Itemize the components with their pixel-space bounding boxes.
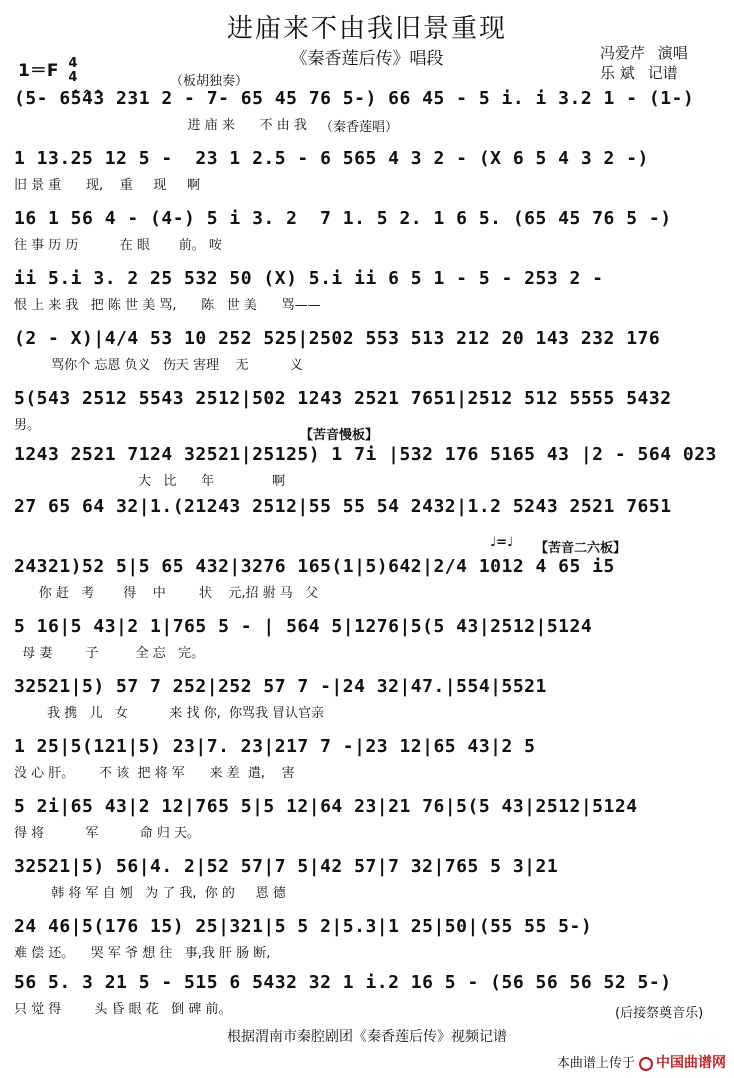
key-label: 1＝F (18, 61, 59, 81)
credit-role: 记谱 (647, 64, 678, 82)
time-signature (68, 57, 77, 85)
credit-singer (600, 42, 688, 63)
lyric-line: 韩 将 军 自 刎 为 了 我, 你 的 恩 德 (14, 886, 286, 901)
ending-annotation: (后接祭奠音乐) (615, 1006, 704, 1021)
lyric-line: 进 庙 来 不 由 我 (14, 118, 307, 133)
notation-line: 32521|5) 56|4. 2|52 57|7 5|42 57|7 32|765 5 3|21 (14, 856, 559, 877)
notation-line: 5 16|5 43|2 1|765 5 - | 564 5|1276|5(5 43|2512|5124 (14, 616, 593, 637)
lyric-line: 母 妻 子 全 忘 完。 (14, 646, 205, 661)
lyric-line: 男。 (14, 418, 41, 433)
lyric-line: 你 赶 考 得 中 状 元,招 驸 马 父 (14, 586, 319, 601)
singer-annotation: （秦香莲唱） (320, 120, 399, 135)
upload-label: 本曲谱上传于 (556, 1056, 635, 1071)
notation-line: (2 - X)|4/4 53 10 252 525|2502 553 513 212 20 143 232 176 (14, 328, 661, 349)
notation-line: 1 13.25 12 5 - 23 1 2.5 - 6 565 4 3 2 - (X 6 5 4 3 2 -) (14, 148, 649, 169)
lyric-line: 我 携 儿 女 来 找 你, 你骂我 冒认官亲 (14, 706, 325, 721)
upload-credit (557, 1052, 726, 1072)
lyric-line: 没 心 肝。 不 该 把 将 军 来 差 遣, 害 (14, 766, 295, 781)
notation-line: 32521|5) 57 7 252|252 57 7 -|24 32|47.|554|5521 (14, 676, 547, 697)
key-signature (18, 56, 77, 85)
lyric-line: 旧 景 重 现, 重 现 啊 (14, 178, 201, 193)
lyric-line: 恨 上 来 我 把 陈 世 美 骂, 陈 世 美 骂—— (14, 298, 321, 313)
tempo-mark: ♩=♩ (490, 535, 514, 550)
section-marker-erliuban: 【苦音二六板】 (535, 541, 627, 556)
score-subtitle: 《秦香莲后传》唱段 (290, 49, 444, 69)
section-marker-manban: 【苦音慢板】 (300, 428, 379, 443)
notation-line: 5 2i|65 43|2 12|765 5|5 12|64 23|21 76|5(5 43|2512|5124 (14, 796, 638, 817)
credit-transcriber (600, 62, 678, 83)
score-title: 进庙来不由我旧景重现 (226, 14, 507, 44)
lyric-line: 大 比 年 啊 (14, 474, 286, 489)
lyric-line: 得 将 军 命 归 天。 (14, 826, 201, 841)
credit-name: 冯爱芹 (600, 44, 646, 62)
notation-line: 1 25|5(121|5) 23|7. 23|217 7 -|23 12|65 43|2 5 (14, 736, 536, 757)
time-denominator: 4 (68, 70, 78, 85)
time-numerator: 4 (68, 56, 78, 71)
notation-line: ii 5.i 3. 2 25 532 50 (X) 5.i ii 6 5 1 - 5 - 253 2 - (14, 268, 604, 289)
credit-role: 演唱 (657, 44, 688, 62)
notation-line: 27 65 64 32|1.(21243 2512|55 55 54 2432|1.2 5243 2521 7651 (14, 496, 672, 517)
source-note: 根据渭南市秦腔剧团《秦香莲后传》视频记谱 (227, 1029, 507, 1045)
notation-line: 16 1 56 4 - (4-) 5 i 3. 2 7 1. 5 2. 1 6 5. (65 45 76 5 -) (14, 208, 672, 229)
site-logo: 中国曲谱网 (656, 1055, 726, 1071)
notation-line: 5(543 2512 5543 2512|502 1243 2521 7651|2512 512 5555 5432 (14, 388, 672, 409)
lyric-line: 骂你个 忘恩 负义 伤天 害理 无 义 (14, 358, 303, 373)
lyric-line: 往 事 历 历 在 眼 前。 咹 (14, 238, 222, 253)
banhu-annotation: （板胡独奏） (170, 74, 249, 89)
notation-line: 24321)52 5|5 65 432|3276 165(1|5)642|2/4 1012 4 65 i5 (14, 556, 615, 577)
notation-line: (5- 6̂5̂4̂3 231 2 - 7- 65 45 76 5-) 66 45 - 5 i. i 3.2 1 - (1-) (14, 88, 695, 109)
notation-line: 24 46|5(176 15) 25|321|5 5 2|5.3|1 25|50|(55 55 5-) (14, 916, 593, 937)
notation-line: 56 5. 3 21 5 - 515 6 5432 32 1 i.2 16 5 - (56 56 56 52 5-) (14, 972, 672, 993)
credit-name: 乐 斌 (600, 64, 635, 82)
lyric-line: 难 偿 还。 哭 军 爷 想 往 事,我 肝 肠 断, (14, 946, 271, 961)
notation-line: 1243 2521 7124 32521|25125) 1 7i |532 176 5165 43 |2 - 564 023 (14, 444, 717, 465)
lyric-line: 只 觉 得 头 昏 眼 花 倒 碑 前。 (14, 1002, 232, 1017)
site-logo-icon (639, 1057, 653, 1071)
